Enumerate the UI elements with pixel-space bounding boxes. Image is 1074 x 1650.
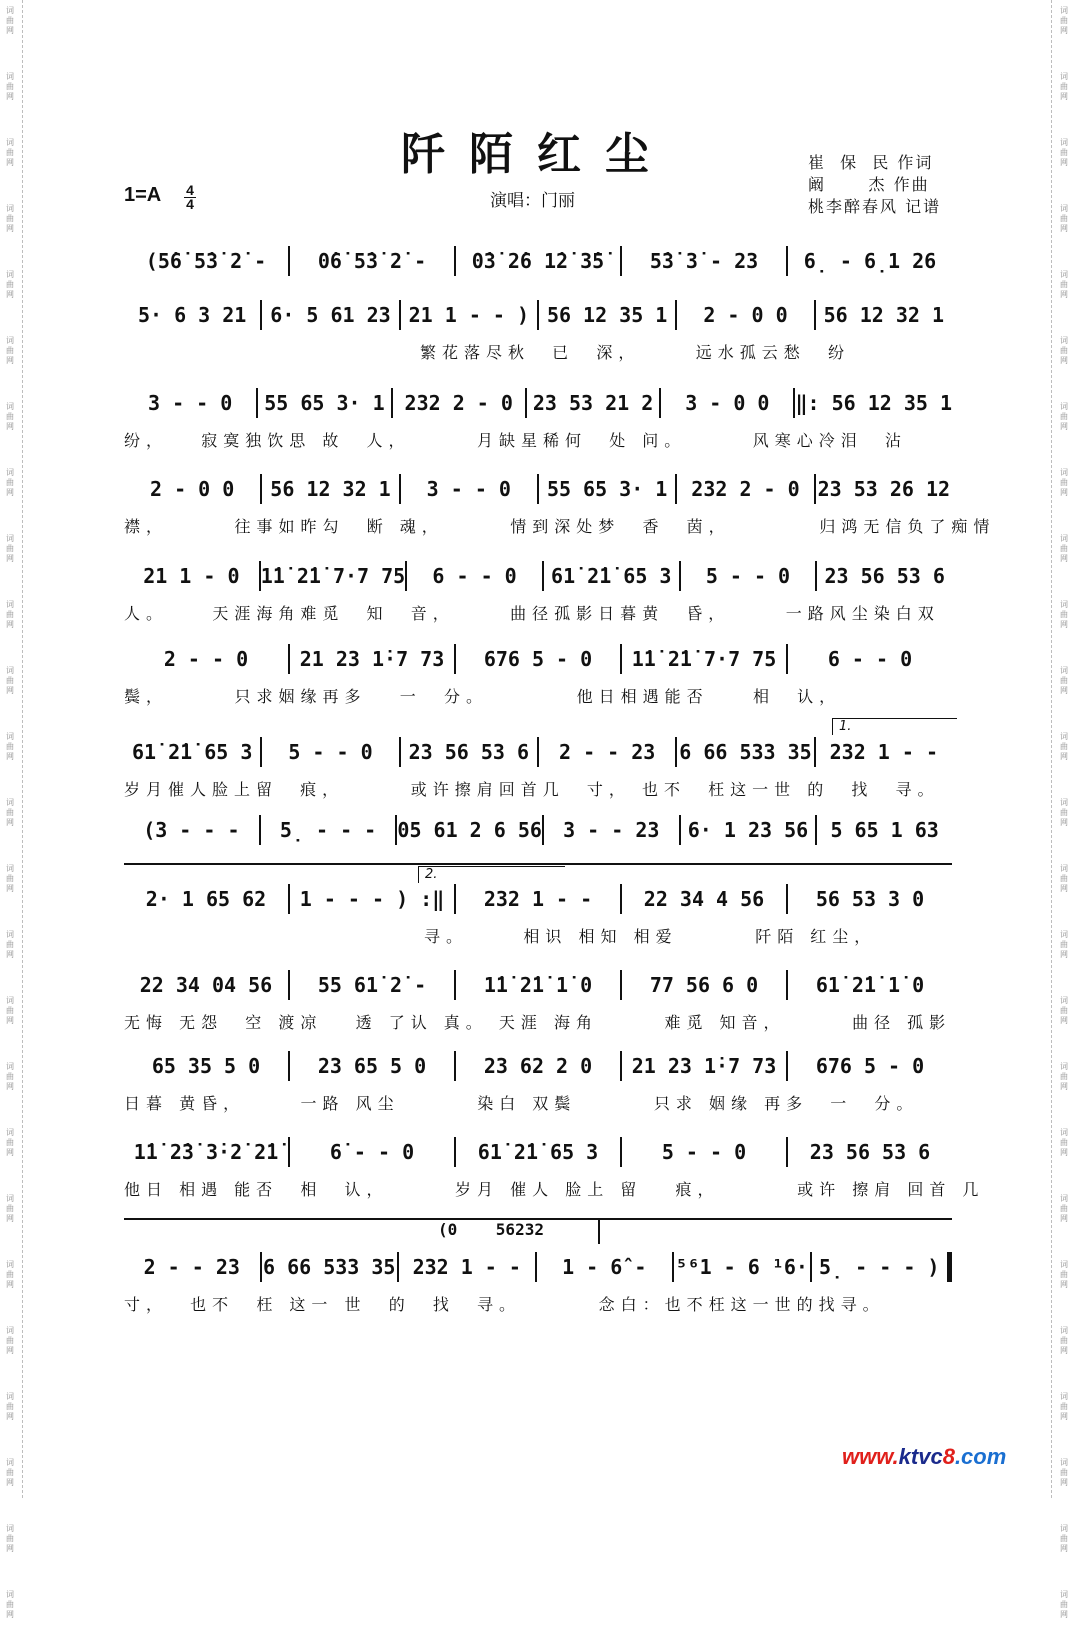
watermark-glyph: 词 [6, 798, 14, 807]
measure: 6· 5 61 23 [260, 300, 398, 330]
watermark-glyph: 词 [6, 204, 14, 213]
watermark-glyph: 词 [1060, 534, 1068, 543]
watermark-glyph: 曲 [1060, 676, 1068, 685]
watermark-glyph: 网 [6, 158, 14, 167]
watermark-glyph: 曲 [1060, 148, 1068, 157]
watermark-glyph: 网 [1060, 1478, 1068, 1487]
measure: 1̇1̇ 2̇1̇ 7·7 75 [259, 561, 406, 591]
singer-line: 演唱：门丽 [490, 191, 575, 211]
watermark-glyph: 词 [1060, 72, 1068, 81]
watermark-glyph: 网 [1060, 818, 1068, 827]
watermark-glyph: 网 [6, 356, 14, 365]
watermark-glyph: 词 [6, 996, 14, 1005]
watermark-glyph: 曲 [6, 808, 14, 817]
credit-lyricist: 崔 保 民 作词 [808, 153, 934, 172]
watermark-glyph: 网 [1060, 158, 1068, 167]
measure: 232 2 - 0 [675, 474, 813, 504]
watermark-glyph: 曲 [1060, 1270, 1068, 1279]
watermark-glyph: 词 [6, 1062, 14, 1071]
watermark-glyph: 网 [6, 1610, 14, 1619]
measure: (3 - - - [143, 818, 240, 842]
watermark-glyph: 曲 [1060, 1336, 1068, 1345]
lyric-line: 繁花落尽秋 已 深， 远水孤云愁 纷 [420, 343, 850, 362]
measure-line [124, 884, 952, 914]
watermark-glyph: 曲 [1060, 478, 1068, 487]
measure-line [124, 474, 952, 504]
watermark-glyph: 曲 [6, 1402, 14, 1411]
watermark-glyph: 词 [6, 1392, 14, 1401]
measure: 5 65 1 63 [815, 815, 952, 845]
watermark-glyph: 曲 [1060, 874, 1068, 883]
measure: 21 1 - - ) [399, 300, 537, 330]
measure: 2 - - 0 [163, 647, 249, 671]
watermark-glyph: 网 [6, 1544, 14, 1553]
watermark-glyph: 网 [1060, 1544, 1068, 1553]
watermark-glyph: 词 [6, 468, 14, 477]
watermark-glyph: 曲 [6, 874, 14, 883]
watermark-glyph: 曲 [1060, 1468, 1068, 1477]
watermark-glyph: 词 [1060, 1260, 1068, 1269]
watermark-glyph: 词 [6, 1128, 14, 1137]
watermark-glyph: 词 [1060, 930, 1068, 939]
measure: 21 23 1̇·7 73 [620, 1051, 786, 1081]
watermark-glyph: 词 [6, 270, 14, 279]
watermark-glyph: 网 [6, 224, 14, 233]
watermark-glyph: 曲 [1060, 346, 1068, 355]
measure: 232 1 - - [814, 737, 952, 767]
lyric-line: 寸， 也不 枉 这一 世 的 找 寻。 念白：也不枉这一世的找寻。 [124, 1295, 885, 1314]
watermark-glyph: 网 [1060, 620, 1068, 629]
watermark-left [3, 0, 17, 1650]
measure: 23 62 2 0 [454, 1051, 620, 1081]
intro-pickup-barline [598, 1218, 600, 1244]
measure: 0̇3̇ 2̇6 1̇2̇ 3̇5̇ [454, 246, 620, 276]
measure: 676 5 - 0 [786, 1051, 952, 1081]
measure: 21 23 1̇·7 73 [288, 644, 454, 674]
measure: 6 - - 0 [786, 644, 952, 674]
watermark-glyph: 词 [6, 666, 14, 675]
measure: 5 - - 0 [260, 737, 398, 767]
watermark-glyph: 网 [1060, 1016, 1068, 1025]
measure: 61̇ 2̇1̇ 65 3 [542, 561, 679, 591]
measure: 22 34 4 56 [620, 884, 786, 914]
measure: 56 53 3 0 [786, 884, 952, 914]
watermark-glyph: 词 [1060, 468, 1068, 477]
lyric-line: 襟， 往事如昨勾 断 魂， 情到深处梦 香 茵， 归鸿无信负了痴情 [124, 517, 996, 536]
watermark-glyph: 曲 [6, 1336, 14, 1345]
watermark-glyph: 词 [6, 1524, 14, 1533]
watermark-glyph: 网 [6, 92, 14, 101]
measure: 1 - - - ) :‖ [288, 884, 454, 914]
watermark-glyph: 曲 [6, 1204, 14, 1213]
watermark-glyph: 曲 [1060, 544, 1068, 553]
watermark-glyph: 词 [1060, 666, 1068, 675]
credits [808, 152, 941, 218]
watermark-glyph: 网 [1060, 290, 1068, 299]
watermark-glyph: 词 [6, 930, 14, 939]
lyric-line: 人。 天涯海角难觅 知 音， 曲径孤影日暮黄 昏， 一路风尘染白双 [124, 604, 940, 623]
margin-dashed-line-right [1051, 0, 1052, 1498]
watermark-glyph: 曲 [6, 1270, 14, 1279]
footer-site-segment: .com [954, 1444, 1007, 1469]
watermark-glyph: 网 [1060, 1610, 1068, 1619]
watermark-glyph: 词 [1060, 1524, 1068, 1533]
watermark-glyph: 词 [6, 138, 14, 147]
watermark-glyph: 曲 [6, 1138, 14, 1147]
measure: 0̇6̇ 5̇3̇ 2̇ - [288, 246, 454, 276]
watermark-glyph: 网 [6, 422, 14, 431]
watermark-glyph: 网 [6, 686, 14, 695]
watermark-glyph: 曲 [1060, 82, 1068, 91]
measure: 3 - 0 0 [659, 388, 793, 418]
watermark-glyph: 词 [6, 336, 14, 345]
watermark-glyph: 网 [6, 26, 14, 35]
measure: 6̣ - 6̣1 26 [786, 246, 952, 276]
measure: ⁵⁶1 - 6 ¹6· [672, 1252, 810, 1282]
time-signature [184, 184, 196, 211]
song-title: 阡陌红尘 [401, 129, 673, 180]
measure-line [124, 388, 952, 418]
watermark-glyph: 曲 [6, 16, 14, 25]
watermark-glyph: 网 [6, 1346, 14, 1355]
measure: 61̇ 2̇1̇ 1̇ 0 [786, 970, 952, 1000]
watermark-glyph: 曲 [1060, 1072, 1068, 1081]
watermark-glyph: 曲 [6, 214, 14, 223]
measure: 2· 1 65 62 [145, 887, 267, 911]
measure: 232 1 - - [454, 884, 620, 914]
watermark-glyph: 网 [6, 752, 14, 761]
watermark-glyph: 词 [6, 6, 14, 15]
watermark-glyph: 曲 [1060, 1006, 1068, 1015]
watermark-glyph: 词 [6, 600, 14, 609]
watermark-glyph: 词 [6, 864, 14, 873]
watermark-glyph: 曲 [6, 148, 14, 157]
watermark-glyph: 曲 [1060, 1534, 1068, 1543]
watermark-glyph: 曲 [6, 82, 14, 91]
watermark-glyph: 网 [6, 1148, 14, 1157]
measure: 55 65 3· 1 [256, 388, 390, 418]
measure: 2 - 0 0 [675, 300, 813, 330]
footer-site-segment: www. [842, 1444, 899, 1469]
lyric-line: 鬓， 只求姻缘再多 一 分。 他日相遇能否 相 认， [124, 687, 842, 706]
watermark-glyph: 词 [6, 1260, 14, 1269]
watermark-glyph: 网 [6, 290, 14, 299]
measure: 3 - - 0 [399, 474, 537, 504]
measure: 1̇1̇ 2̇1̇ 7·7 75 [620, 644, 786, 674]
measure: 5· 6 3 21 [137, 303, 247, 327]
measure: 55 61̇ 2̇ - [288, 970, 454, 1000]
footer-site [842, 1444, 1006, 1470]
watermark-glyph: 词 [1060, 204, 1068, 213]
watermark-glyph: 网 [1060, 92, 1068, 101]
measure: 2 - 0 0 [150, 477, 235, 501]
watermark-glyph: 词 [1060, 996, 1068, 1005]
measure: ‖: 56 12 35 1 [793, 388, 952, 418]
watermark-glyph: 词 [1060, 1128, 1068, 1137]
watermark-glyph: 词 [1060, 732, 1068, 741]
time-signature-top: 4 [186, 182, 194, 198]
intro-pickup-line: (0 56232 [438, 1220, 544, 1239]
measure: 23 53 26 12 [814, 474, 952, 504]
watermark-glyph: 网 [6, 950, 14, 959]
watermark-glyph: 网 [6, 488, 14, 497]
watermark-glyph: 词 [1060, 1458, 1068, 1467]
measure: 5̇3̇ 3̇ - 23 [620, 246, 786, 276]
measure: 22 34 04 56 [139, 973, 273, 997]
measure: 23 56 53 6 [399, 737, 537, 767]
watermark-glyph: 网 [6, 1016, 14, 1025]
watermark-glyph: 网 [1060, 1412, 1068, 1421]
measure: 6 - - 0 [405, 561, 542, 591]
measure-line [124, 644, 952, 674]
measure: 3 - - 23 [542, 815, 679, 845]
watermark-right [1057, 0, 1071, 1650]
watermark-glyph: 词 [1060, 798, 1068, 807]
watermark-glyph: 曲 [6, 742, 14, 751]
watermark-glyph: 网 [6, 1478, 14, 1487]
watermark-glyph: 词 [6, 732, 14, 741]
watermark-glyph: 曲 [6, 544, 14, 553]
watermark-glyph: 词 [1060, 138, 1068, 147]
measure: 676 5 - 0 [454, 644, 620, 674]
measure-line [124, 737, 952, 767]
credit-transcriber: 桃李醉春风 记谱 [808, 197, 942, 216]
watermark-glyph: 词 [1060, 402, 1068, 411]
watermark-glyph: 网 [1060, 686, 1068, 695]
lyric-line: 他日 相遇 能否 相 认， 岁月 催人 脸上 留 痕， 或许 擦肩 回首 几 [124, 1180, 985, 1199]
volta-2: 2. [418, 866, 565, 883]
watermark-glyph: 网 [6, 554, 14, 563]
measure: 6· 1 23 56 [679, 815, 816, 845]
watermark-glyph: 曲 [1060, 16, 1068, 25]
measure: (5̇6̇ 5̇3̇ 2̇ - [145, 249, 267, 273]
watermark-glyph: 曲 [6, 280, 14, 289]
volta-1: 1. [832, 718, 957, 735]
watermark-glyph: 网 [1060, 488, 1068, 497]
measure: 6 66 533 35 [260, 1252, 398, 1282]
lyric-line: 日暮 黄昏， 一路 风尘 染白 双鬓 只求 姻缘 再多 一 分。 [124, 1094, 919, 1113]
time-signature-bottom: 4 [186, 196, 194, 212]
watermark-glyph: 曲 [1060, 1138, 1068, 1147]
measure: 2 - - 23 [537, 737, 675, 767]
lyric-line: 寻。 相识 相知 相爱 阡陌 红尘， [424, 927, 877, 946]
watermark-glyph: 曲 [1060, 214, 1068, 223]
watermark-glyph: 网 [1060, 950, 1068, 959]
measure: 77 56 6 0 [620, 970, 786, 1000]
section-rule-1 [124, 863, 952, 865]
watermark-glyph: 网 [1060, 1280, 1068, 1289]
watermark-glyph: 网 [6, 818, 14, 827]
watermark-glyph: 曲 [6, 1534, 14, 1543]
watermark-glyph: 网 [1060, 884, 1068, 893]
watermark-glyph: 词 [1060, 270, 1068, 279]
watermark-glyph: 网 [6, 1412, 14, 1421]
measure: 5 - - 0 [620, 1137, 786, 1167]
lyric-line: 岁月催人脸上留 痕， 或许擦肩回首几 寸， 也不 枉这一世 的 找 寻。 [124, 780, 940, 799]
measure: 23 65 5 0 [288, 1051, 454, 1081]
measure: 5̣ - - - ) [810, 1252, 953, 1282]
watermark-glyph: 词 [6, 1458, 14, 1467]
measure: 5 - - 0 [679, 561, 816, 591]
watermark-glyph: 词 [1060, 864, 1068, 873]
measure-line [124, 1051, 952, 1081]
watermark-glyph: 网 [1060, 554, 1068, 563]
credit-composer: 阚 杰 作曲 [808, 175, 930, 194]
measure: 6 66 533 35 [675, 737, 813, 767]
measure: 61̇ 2̇1̇ 65 3 [454, 1137, 620, 1167]
watermark-glyph: 网 [1060, 224, 1068, 233]
watermark-glyph: 曲 [6, 346, 14, 355]
watermark-glyph: 词 [1060, 1392, 1068, 1401]
watermark-glyph: 曲 [6, 478, 14, 487]
measure: 23 53 21 2 [525, 388, 659, 418]
watermark-glyph: 词 [1060, 1590, 1068, 1599]
watermark-glyph: 网 [6, 1082, 14, 1091]
watermark-glyph: 曲 [6, 1006, 14, 1015]
watermark-glyph: 曲 [6, 610, 14, 619]
watermark-glyph: 词 [1060, 336, 1068, 345]
measure: 61̇ 2̇1̇ 65 3 [131, 740, 253, 764]
watermark-glyph: 网 [1060, 1214, 1068, 1223]
measure-line [124, 1137, 952, 1167]
measure: 21 1 - 0 [143, 564, 240, 588]
watermark-glyph: 网 [1060, 26, 1068, 35]
watermark-glyph: 词 [6, 1590, 14, 1599]
measure: 23 56 53 6 [815, 561, 952, 591]
measure-line [124, 561, 952, 591]
margin-dashed-line-left [22, 0, 23, 1498]
watermark-glyph: 网 [1060, 1082, 1068, 1091]
watermark-glyph: 词 [1060, 6, 1068, 15]
watermark-glyph: 词 [1060, 600, 1068, 609]
watermark-glyph: 曲 [1060, 1402, 1068, 1411]
watermark-glyph: 曲 [1060, 610, 1068, 619]
watermark-glyph: 词 [6, 534, 14, 543]
watermark-glyph: 网 [1060, 356, 1068, 365]
measure: 1 - 6̂ - [535, 1252, 673, 1282]
lyric-line: 无悔 无怨 空 渡凉 透 了认 真。 天涯 海角 难觅 知音， 曲径 孤影 [124, 1013, 952, 1032]
watermark-glyph: 网 [6, 1280, 14, 1289]
measure: 56 12 32 1 [260, 474, 398, 504]
measure: 1̇1̇ 2̇3̇ 3̇·2̇ 2̇1̇ [133, 1140, 279, 1164]
watermark-glyph: 曲 [6, 1072, 14, 1081]
measure-line [124, 246, 952, 276]
measure: 232 1 - - [397, 1252, 535, 1282]
watermark-glyph: 曲 [1060, 940, 1068, 949]
watermark-glyph: 网 [1060, 752, 1068, 761]
measure-line [124, 300, 952, 330]
watermark-glyph: 网 [6, 620, 14, 629]
footer-site-segment: ktvc [898, 1444, 943, 1469]
watermark-glyph: 曲 [1060, 808, 1068, 817]
measure: 232 2 - 0 [391, 388, 525, 418]
watermark-glyph: 词 [6, 1194, 14, 1203]
measure-line [124, 815, 952, 845]
key-signature: 1=A [124, 184, 162, 206]
watermark-glyph: 词 [6, 1326, 14, 1335]
watermark-glyph: 曲 [1060, 412, 1068, 421]
measure: 65 35 5 0 [151, 1054, 261, 1078]
watermark-glyph: 曲 [6, 1468, 14, 1477]
watermark-glyph: 曲 [6, 412, 14, 421]
measure: 56 12 35 1 [537, 300, 675, 330]
watermark-glyph: 曲 [6, 1600, 14, 1609]
watermark-glyph: 词 [6, 72, 14, 81]
lyric-line: 纷， 寂寞独饮思 故 人， 月缺星稀何 处 问。 风寒心冷泪 沾 [124, 431, 907, 450]
footer-site-text [842, 1444, 1006, 1469]
watermark-glyph: 曲 [1060, 1600, 1068, 1609]
measure: 6̇ - - 0 [288, 1137, 454, 1167]
measure: 5̣ - - - [259, 815, 396, 845]
measure: 2 - - 23 [143, 1255, 240, 1279]
measure: 3 - - 0 [148, 391, 233, 415]
measure: 05 61 2 6 56 [395, 815, 542, 845]
measure: 1̇1̇ 2̇1̇ 1̇ 0 [454, 970, 620, 1000]
watermark-glyph: 曲 [1060, 280, 1068, 289]
measure: 23 56 53 6 [786, 1137, 952, 1167]
watermark-glyph: 词 [1060, 1062, 1068, 1071]
measure-line [124, 970, 952, 1000]
measure-line [124, 1252, 952, 1282]
watermark-glyph: 曲 [1060, 1204, 1068, 1213]
watermark-glyph: 词 [1060, 1326, 1068, 1335]
measure: 55 65 3· 1 [537, 474, 675, 504]
watermark-glyph: 网 [6, 884, 14, 893]
watermark-glyph: 词 [1060, 1194, 1068, 1203]
watermark-glyph: 网 [1060, 1148, 1068, 1157]
watermark-glyph: 网 [1060, 1346, 1068, 1355]
watermark-glyph: 网 [6, 1214, 14, 1223]
watermark-glyph: 网 [1060, 422, 1068, 431]
footer-site-segment: 8 [942, 1444, 955, 1469]
watermark-glyph: 曲 [6, 676, 14, 685]
watermark-glyph: 曲 [6, 940, 14, 949]
watermark-glyph: 词 [6, 402, 14, 411]
measure: 56 12 32 1 [814, 300, 952, 330]
watermark-glyph: 曲 [1060, 742, 1068, 751]
